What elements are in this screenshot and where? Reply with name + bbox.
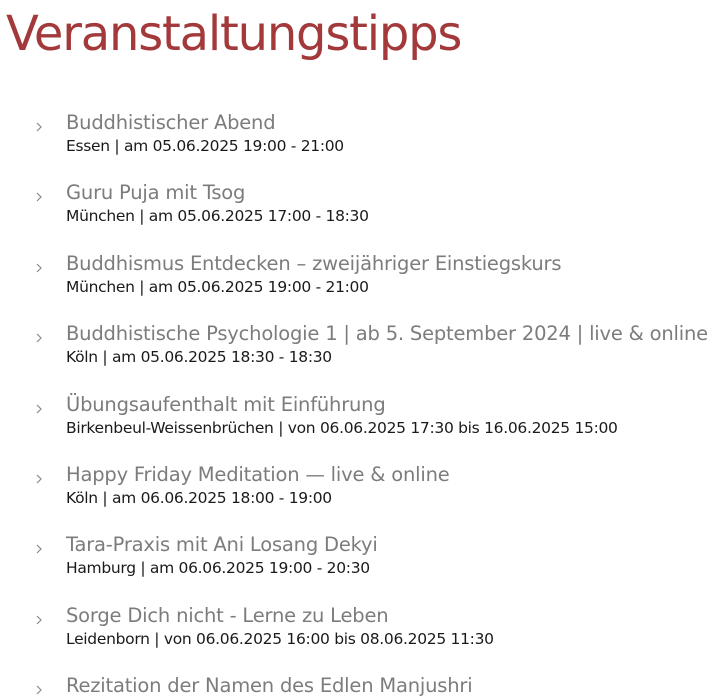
event-meta: Hamburg | am 06.06.2025 19:00 - 20:30 [66, 559, 370, 578]
event-meta: München | am 05.06.2025 19:00 - 21:00 [66, 277, 369, 296]
chevron-right-icon [33, 403, 45, 415]
chevron-right-icon [33, 262, 45, 274]
chevron-right-icon [33, 684, 45, 696]
event-meta: Köln | am 05.06.2025 18:30 - 18:30 [66, 348, 332, 367]
event-title-link[interactable]: Sorge Dich nicht - Lerne zu Leben [66, 603, 389, 627]
event-title-link[interactable]: Tara-Praxis mit Ani Losang Dekyi [66, 533, 378, 557]
event-title-link[interactable]: Happy Friday Meditation — live & online [66, 462, 450, 486]
chevron-right-icon [33, 191, 45, 203]
event-title-link[interactable]: Übungsaufenthalt mit Einführung [66, 392, 386, 416]
event-item [0, 110, 728, 180]
event-list [0, 110, 728, 696]
event-meta: München | am 05.06.2025 17:00 - 18:30 [66, 207, 369, 226]
chevron-right-icon [33, 473, 45, 485]
chevron-right-icon [33, 614, 45, 626]
event-title-link[interactable]: Buddhismus Entdecken – zweijähriger Einstiegskurs [66, 251, 562, 275]
event-item [0, 392, 728, 462]
chevron-right-icon [33, 332, 45, 344]
event-item [0, 180, 728, 250]
page-title: Veranstaltungstipps [6, 6, 462, 62]
chevron-right-icon [33, 121, 45, 133]
event-title-link[interactable]: Buddhistischer Abend [66, 111, 276, 134]
event-title-link[interactable]: Guru Puja mit Tsog [66, 181, 246, 205]
event-item [0, 462, 728, 532]
event-item [0, 532, 728, 602]
event-title-link[interactable]: Buddhistische Psychologie 1 | ab 5. September 2024 | live & online [66, 322, 708, 346]
event-item [0, 321, 728, 391]
event-item [0, 251, 728, 321]
event-meta: Köln | am 06.06.2025 18:00 - 19:00 [66, 488, 332, 507]
event-item [0, 673, 728, 696]
event-item [0, 603, 728, 673]
event-meta: Birkenbeul-Weissenbrüchen | von 06.06.2025 17:30 bis 16.06.2025 15:00 [66, 418, 618, 437]
event-meta: Essen | am 05.06.2025 19:00 - 21:00 [66, 137, 344, 155]
event-title-link[interactable]: Rezitation der Namen des Edlen Manjushri [66, 674, 473, 696]
chevron-right-icon [33, 543, 45, 555]
event-meta: Leidenborn | von 06.06.2025 16:00 bis 08.06.2025 11:30 [66, 629, 494, 648]
